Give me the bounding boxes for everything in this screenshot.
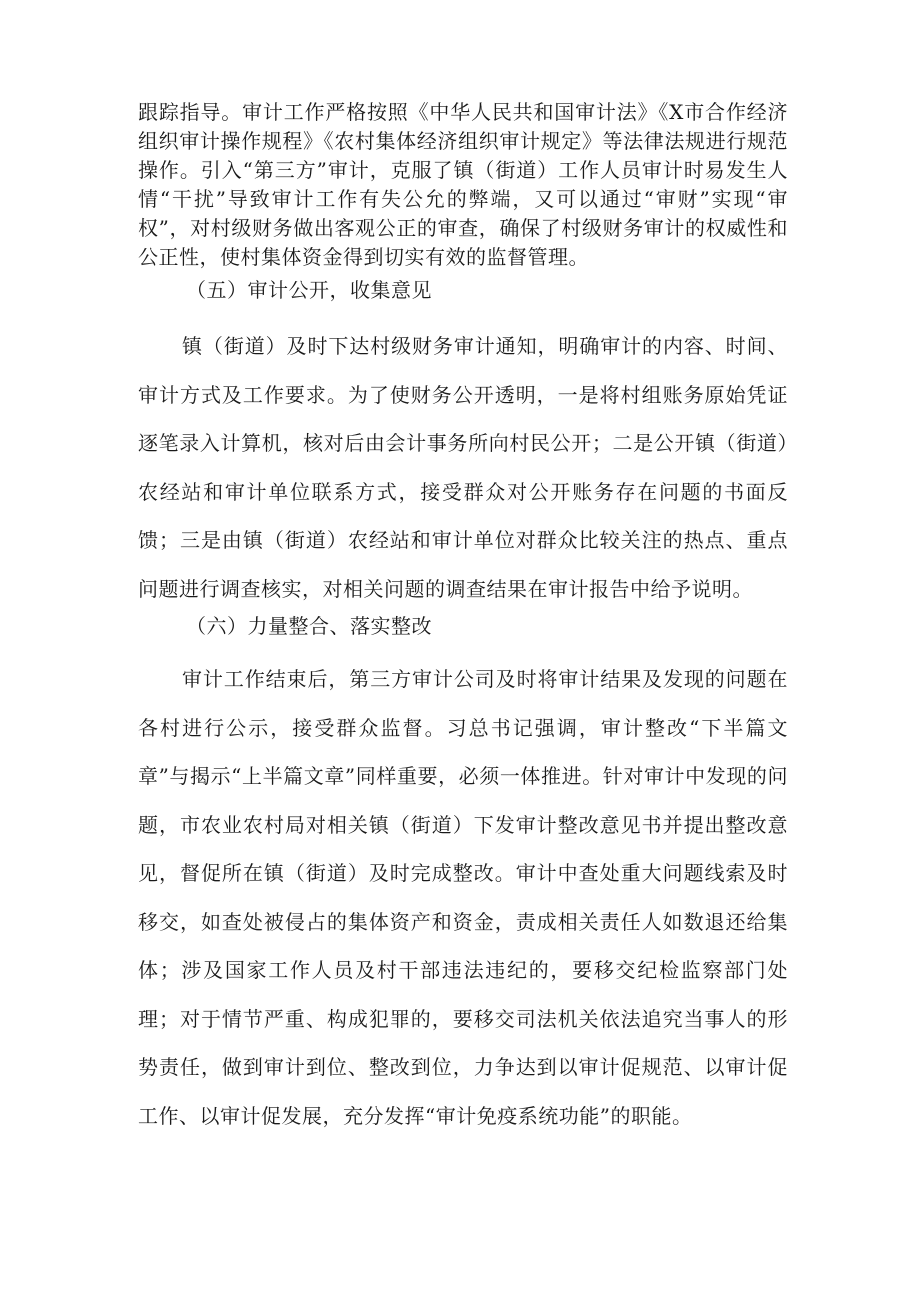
section-heading-audit-disclosure: （五）审计公开，收集意见 (186, 278, 432, 302)
paragraph-audit-disclosure: 镇（街道）及时下达村级财务审计通知，明确审计的内容、时间、审计方式及工作要求。为了使财务公开透明，一是将村组账务原始凭证逐笔录入计算机，核对后由会计事务所向村民公开；二是公开镇（街道）农经站和审计单位联系方式，接受群众对公开账务存在问题的书面反馈；三是由镇（街道）农经站和审计单位对群众比较关注的热点、重点问题进行调查核实，对相关问题的调查结果在审计报告中给予说明。 (138, 334, 788, 601)
section-heading-rectification: （六）力量整合、落实整改 (186, 614, 432, 638)
paragraph-audit-third-party: 跟踪指导。审计工作严格按照《中华人民共和国审计法》《X市合作经济组织审计操作规程》《农村集体经济组织审计规定》等法律法规进行规范操作。引入“第三方”审计，克服了镇（街道）工作人员审计时易发生人情“干扰”导致审计工作有失公允的弊端，又可以通过“审财”实现“审权”，对村级财务做出客观公正的审查，确保了村级财务审计的权威性和公正性，使村集体资金得到切实有效的监督管理。 (138, 100, 788, 269)
paragraph-rectification: 审计工作结束后，第三方审计公司及时将审计结果及发现的问题在各村进行公示，接受群众监督。习总书记强调，审计整改“下半篇文章”与揭示“上半篇文章”同样重要，必须一体推进。针对审计中发现的问题，市农业农村局对相关镇（街道）下发审计整改意见书并提出整改意见，督促所在镇（街道）及时完成整改。审计中查处重大问题线索及时移交，如查处被侵占的集体资产和资金，责成相关责任人如数退还给集体；涉及国家工作人员及村干部违法违纪的，要移交纪检监察部门处理；对于情节严重、构成犯罪的，要移交司法机关依法追究当事人的形势责任，做到审计到位、整改到位，力争达到以审计促规范、以审计促工作、以审计促发展，充分发挥“审计免疫系统功能”的职能。 (138, 667, 788, 1128)
